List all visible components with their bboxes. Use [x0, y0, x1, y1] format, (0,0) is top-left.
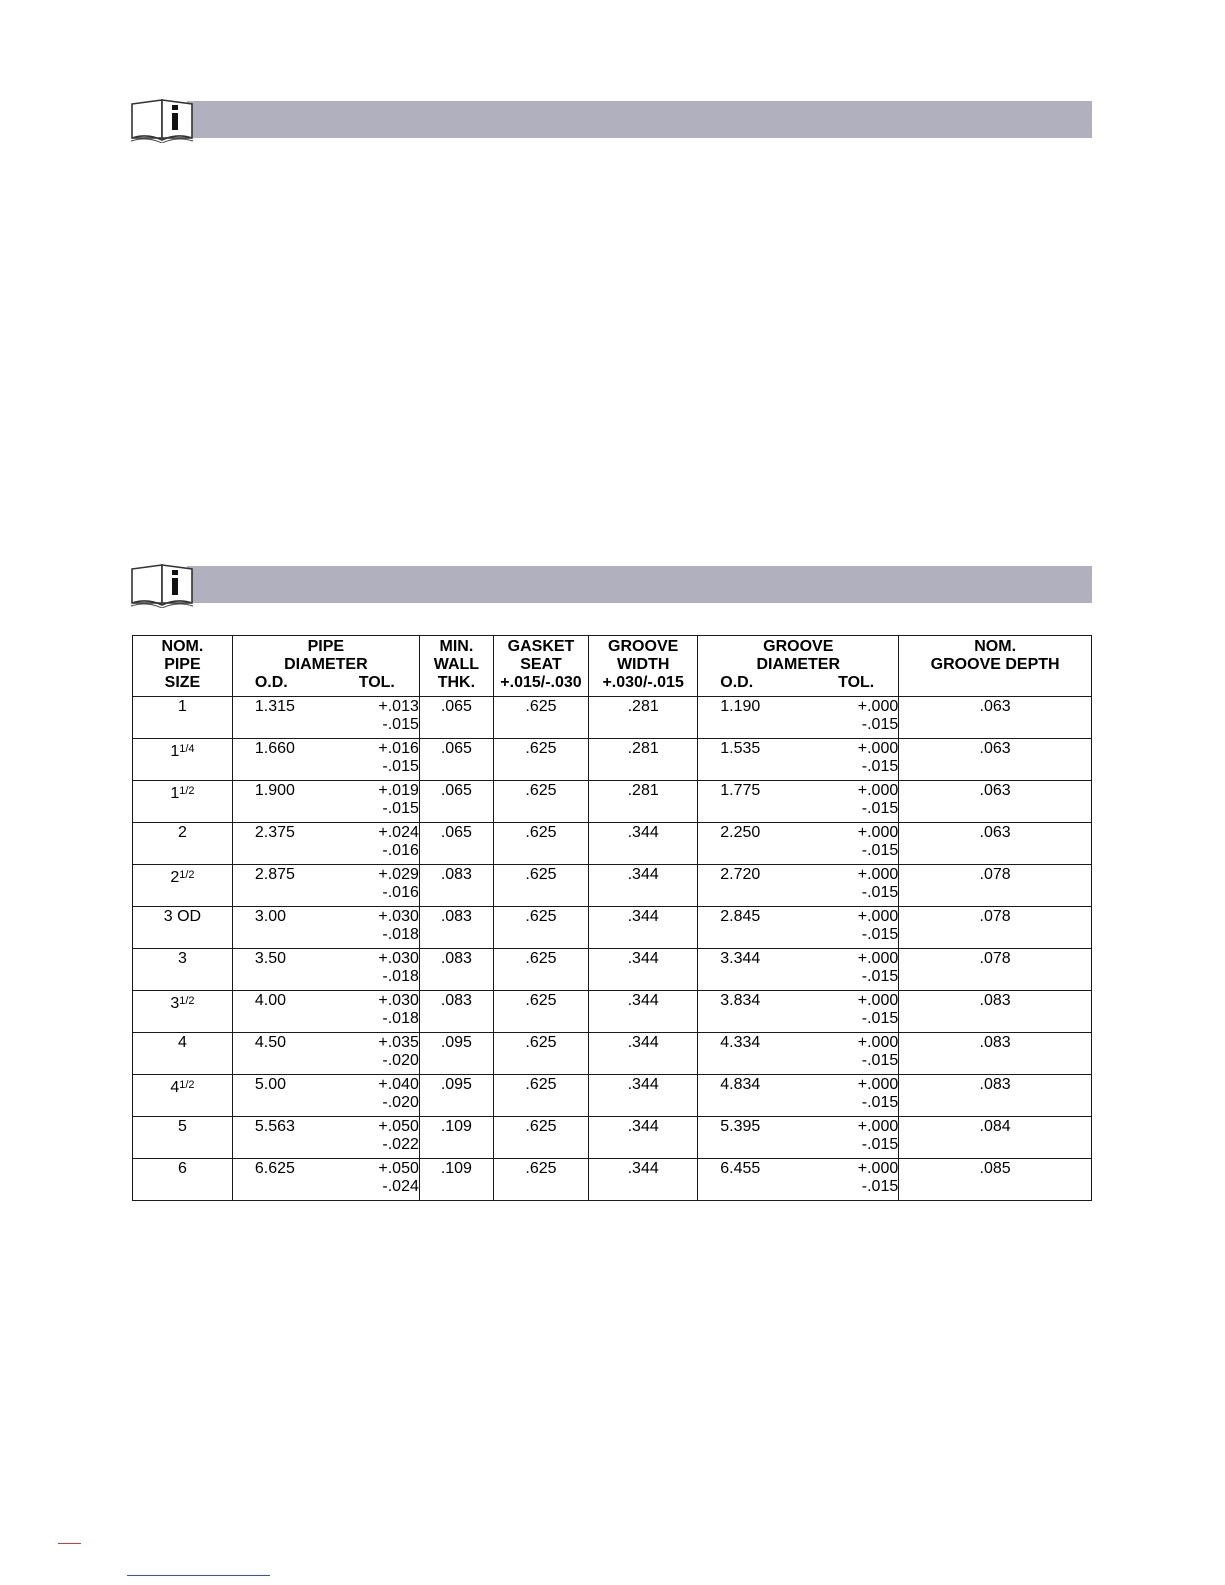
pipe-od-value: 1.900 — [254, 782, 295, 799]
cell-groove-width: .281 — [589, 739, 698, 781]
cell-nom-pipe-size — [133, 949, 233, 991]
pipe-tol-plus: +.030 — [378, 950, 419, 967]
pipe-od-value: 2.375 — [254, 824, 295, 841]
groove-od-value: 1.190 — [720, 698, 761, 715]
cell-nom-pipe-size — [133, 1033, 233, 1075]
groove-od-value: 2.250 — [720, 824, 761, 841]
cell-pipe-diameter — [232, 697, 419, 739]
size-value: 2 — [177, 824, 187, 841]
cell-groove-width: .281 — [589, 697, 698, 739]
cell-gasket-seat: .625 — [493, 823, 588, 865]
cell-nom-pipe-size — [133, 781, 233, 823]
pipe-od-value: 5.563 — [254, 1118, 295, 1135]
cell-groove-width: .344 — [589, 1159, 698, 1201]
cell-min-wall: .065 — [419, 781, 493, 823]
groove-tol-minus: -.015 — [861, 1094, 899, 1111]
cell-nom-groove-depth: .078 — [899, 907, 1092, 949]
header-pipe-tol: TOL. — [358, 674, 395, 691]
groove-tol-minus: -.015 — [861, 1052, 899, 1069]
cell-nom-pipe-size — [133, 991, 233, 1033]
cell-nom-groove-depth: .063 — [899, 739, 1092, 781]
table-row — [133, 697, 1092, 739]
cell-groove-diameter — [698, 781, 899, 823]
cell-nom-pipe-size — [133, 823, 233, 865]
groove-spec-table — [132, 635, 1092, 1201]
cell-min-wall: .109 — [419, 1159, 493, 1201]
cell-nom-groove-depth: .078 — [899, 949, 1092, 991]
header-line: WALL — [433, 656, 480, 673]
cell-groove-diameter — [698, 1033, 899, 1075]
table-header-row — [133, 636, 1092, 697]
table-row — [133, 1075, 1092, 1117]
groove-tol-plus: +.000 — [857, 950, 899, 967]
header-line: GASKET — [507, 638, 575, 655]
section-header-bar-1 — [129, 97, 1092, 141]
cell-groove-width: .281 — [589, 781, 698, 823]
groove-tol-minus: -.015 — [861, 884, 899, 901]
pipe-tol-plus: +.016 — [378, 740, 419, 757]
cell-groove-diameter — [698, 1117, 899, 1159]
groove-tol-minus: -.015 — [861, 1010, 899, 1027]
pipe-od-value: 1.315 — [254, 698, 295, 715]
cell-groove-diameter — [698, 991, 899, 1033]
header-nom-groove-depth — [899, 636, 1092, 697]
cell-groove-diameter — [698, 1159, 899, 1201]
cell-pipe-diameter — [232, 1075, 419, 1117]
groove-tol-plus: +.000 — [857, 908, 899, 925]
header-line: MIN. — [439, 638, 474, 655]
size-value: 1 — [170, 785, 180, 802]
header-line: GROOVE — [763, 638, 834, 655]
groove-od-value: 6.455 — [720, 1160, 761, 1177]
groove-od-value: 2.845 — [720, 908, 761, 925]
cell-nom-pipe-size — [133, 1159, 233, 1201]
cell-pipe-diameter — [232, 1033, 419, 1075]
pipe-od-value: 4.50 — [254, 1034, 286, 1051]
cell-nom-groove-depth: .063 — [899, 781, 1092, 823]
groove-tol-minus: -.015 — [861, 968, 899, 985]
table-row — [133, 865, 1092, 907]
groove-tol-plus: +.000 — [857, 740, 899, 757]
pipe-tol-minus: -.020 — [382, 1094, 419, 1111]
cell-nom-pipe-size — [133, 697, 233, 739]
groove-tol-minus: -.015 — [861, 758, 899, 775]
cell-groove-diameter — [698, 697, 899, 739]
groove-tol-plus: +.000 — [857, 1076, 899, 1093]
cell-gasket-seat: .625 — [493, 1075, 588, 1117]
cell-gasket-seat: .625 — [493, 697, 588, 739]
footer-red-rule — [58, 1543, 81, 1544]
cell-nom-pipe-size — [133, 739, 233, 781]
pipe-tol-plus: +.050 — [378, 1118, 419, 1135]
groove-tol-plus: +.000 — [857, 1034, 899, 1051]
cell-pipe-diameter — [232, 739, 419, 781]
groove-od-value: 3.344 — [720, 950, 761, 967]
cell-nom-groove-depth: .083 — [899, 1075, 1092, 1117]
cell-gasket-seat: .625 — [493, 991, 588, 1033]
cell-min-wall: .065 — [419, 823, 493, 865]
cell-min-wall: .109 — [419, 1117, 493, 1159]
table-row — [133, 949, 1092, 991]
cell-min-wall: .095 — [419, 1075, 493, 1117]
cell-min-wall: .095 — [419, 1033, 493, 1075]
pipe-tol-plus: +.040 — [378, 1076, 419, 1093]
size-value: 3 — [170, 995, 180, 1012]
table-row — [133, 1033, 1092, 1075]
groove-tol-plus: +.000 — [857, 698, 899, 715]
cell-nom-pipe-size — [133, 1075, 233, 1117]
pipe-tol-plus: +.035 — [378, 1034, 419, 1051]
header-groove-diameter — [698, 636, 899, 697]
header-line: NOM. — [974, 638, 1017, 655]
cell-nom-groove-depth: .085 — [899, 1159, 1092, 1201]
cell-nom-groove-depth: .084 — [899, 1117, 1092, 1159]
cell-min-wall: .083 — [419, 949, 493, 991]
groove-od-value: 2.720 — [720, 866, 761, 883]
info-book-icon — [129, 97, 195, 143]
header-line: NOM. — [161, 638, 204, 655]
cell-min-wall: .083 — [419, 865, 493, 907]
groove-tol-plus: +.000 — [857, 1160, 899, 1177]
groove-od-value: 4.834 — [720, 1076, 761, 1093]
groove-od-value: 1.535 — [720, 740, 761, 757]
size-fraction: 1/2 — [179, 785, 195, 797]
groove-tol-plus: +.000 — [857, 992, 899, 1009]
header-line: THK. — [437, 674, 476, 691]
table-row — [133, 991, 1092, 1033]
pipe-tol-minus: -.018 — [382, 926, 419, 943]
cell-min-wall: .083 — [419, 991, 493, 1033]
groove-tol-plus: +.000 — [857, 1118, 899, 1135]
cell-gasket-seat: .625 — [493, 1117, 588, 1159]
groove-tol-minus: -.015 — [861, 1178, 899, 1195]
pipe-tol-minus: -.020 — [382, 1052, 419, 1069]
pipe-tol-minus: -.015 — [382, 800, 419, 817]
cell-gasket-seat: .625 — [493, 781, 588, 823]
cell-pipe-diameter — [232, 865, 419, 907]
header-line: PIPE — [164, 656, 201, 673]
header-gasket-seat — [493, 636, 588, 697]
header-line: WIDTH — [616, 656, 670, 673]
cell-groove-width: .344 — [589, 823, 698, 865]
pipe-tol-minus: -.015 — [382, 758, 419, 775]
table-row — [133, 739, 1092, 781]
cell-groove-diameter — [698, 949, 899, 991]
cell-nom-pipe-size — [133, 865, 233, 907]
header-line: +.015/-.030 — [500, 674, 582, 691]
size-value: 3 OD — [163, 908, 202, 925]
cell-min-wall: .083 — [419, 907, 493, 949]
header-min-wall — [419, 636, 493, 697]
header-bar — [187, 101, 1092, 138]
cell-pipe-diameter — [232, 1117, 419, 1159]
pipe-tol-minus: -.018 — [382, 1010, 419, 1027]
cell-gasket-seat: .625 — [493, 907, 588, 949]
table-row — [133, 781, 1092, 823]
pipe-od-value: 1.660 — [254, 740, 295, 757]
header-line: DIAMETER — [284, 656, 368, 673]
header-groove-width — [589, 636, 698, 697]
table-row — [133, 823, 1092, 865]
header-line: SIZE — [164, 674, 201, 691]
cell-gasket-seat: .625 — [493, 949, 588, 991]
groove-tol-plus: +.000 — [857, 866, 899, 883]
groove-od-value: 4.334 — [720, 1034, 761, 1051]
pipe-od-value: 3.50 — [254, 950, 286, 967]
size-fraction: 1/2 — [179, 1079, 195, 1091]
cell-pipe-diameter — [232, 949, 419, 991]
cell-groove-diameter — [698, 739, 899, 781]
size-value: 1 — [170, 743, 180, 760]
header-line: +.030/-.015 — [602, 674, 684, 691]
cell-gasket-seat: .625 — [493, 1033, 588, 1075]
pipe-tol-plus: +.013 — [378, 698, 419, 715]
groove-tol-plus: +.000 — [857, 782, 899, 799]
table-row — [133, 1159, 1092, 1201]
cell-nom-groove-depth: .063 — [899, 823, 1092, 865]
cell-nom-pipe-size — [133, 907, 233, 949]
pipe-od-value: 4.00 — [254, 992, 286, 1009]
groove-od-value: 5.395 — [720, 1118, 761, 1135]
pipe-od-value: 5.00 — [254, 1076, 286, 1093]
header-line: PIPE — [307, 638, 345, 655]
footer-blue-rule — [127, 1575, 270, 1576]
cell-pipe-diameter — [232, 781, 419, 823]
header-line: DIAMETER — [756, 656, 841, 673]
header-pipe-diameter — [232, 636, 419, 697]
cell-min-wall: .065 — [419, 739, 493, 781]
cell-nom-groove-depth: .078 — [899, 865, 1092, 907]
size-fraction: 1/4 — [179, 743, 195, 755]
pipe-tol-plus: +.029 — [378, 866, 419, 883]
cell-groove-width: .344 — [589, 991, 698, 1033]
cell-groove-diameter — [698, 865, 899, 907]
pipe-tol-minus: -.018 — [382, 968, 419, 985]
groove-tol-minus: -.015 — [861, 1136, 899, 1153]
cell-groove-width: .344 — [589, 1033, 698, 1075]
cell-groove-width: .344 — [589, 907, 698, 949]
cell-min-wall: .065 — [419, 697, 493, 739]
cell-nom-groove-depth: .083 — [899, 1033, 1092, 1075]
cell-groove-diameter — [698, 1075, 899, 1117]
header-line: GROOVE DEPTH — [930, 656, 1060, 673]
pipe-od-value: 2.875 — [254, 866, 295, 883]
groove-od-value: 3.834 — [720, 992, 761, 1009]
cell-nom-pipe-size — [133, 1117, 233, 1159]
header-groove-od: O.D. — [720, 674, 754, 691]
cell-gasket-seat: .625 — [493, 739, 588, 781]
pipe-tol-minus: -.024 — [382, 1178, 419, 1195]
groove-od-value: 1.775 — [720, 782, 761, 799]
header-groove-tol: TOL. — [838, 674, 875, 691]
size-value: 4 — [177, 1034, 187, 1051]
cell-nom-groove-depth: .063 — [899, 697, 1092, 739]
pipe-tol-plus: +.024 — [378, 824, 419, 841]
cell-groove-diameter — [698, 907, 899, 949]
pipe-tol-minus: -.016 — [382, 884, 419, 901]
size-fraction: 1/2 — [179, 869, 195, 881]
cell-groove-width: .344 — [589, 949, 698, 991]
pipe-tol-plus: +.030 — [378, 992, 419, 1009]
pipe-tol-minus: -.022 — [382, 1136, 419, 1153]
pipe-tol-plus: +.030 — [378, 908, 419, 925]
size-fraction: 1/2 — [179, 995, 195, 1007]
header-line: SEAT — [520, 656, 562, 673]
size-value: 6 — [177, 1160, 187, 1177]
groove-tol-minus: -.015 — [861, 716, 899, 733]
section-header-bar-2 — [129, 562, 1092, 606]
cell-pipe-diameter — [232, 907, 419, 949]
pipe-tol-plus: +.050 — [378, 1160, 419, 1177]
cell-pipe-diameter — [232, 991, 419, 1033]
size-value: 5 — [177, 1118, 187, 1135]
groove-tol-minus: -.015 — [861, 926, 899, 943]
header-line: GROOVE — [608, 638, 679, 655]
cell-groove-width: .344 — [589, 1075, 698, 1117]
groove-tol-minus: -.015 — [861, 800, 899, 817]
size-value: 4 — [170, 1079, 180, 1096]
cell-nom-groove-depth: .083 — [899, 991, 1092, 1033]
table-row — [133, 907, 1092, 949]
pipe-od-value: 6.625 — [254, 1160, 295, 1177]
cell-groove-width: .344 — [589, 865, 698, 907]
pipe-tol-minus: -.016 — [382, 842, 419, 859]
pipe-tol-plus: +.019 — [378, 782, 419, 799]
cell-gasket-seat: .625 — [493, 1159, 588, 1201]
header-bar — [187, 566, 1092, 603]
cell-pipe-diameter — [232, 1159, 419, 1201]
groove-tol-minus: -.015 — [861, 842, 899, 859]
cell-pipe-diameter — [232, 823, 419, 865]
cell-groove-width: .344 — [589, 1117, 698, 1159]
info-book-icon — [129, 562, 195, 608]
cell-groove-diameter — [698, 823, 899, 865]
size-value: 3 — [177, 950, 187, 967]
cell-gasket-seat: .625 — [493, 865, 588, 907]
size-value: 1 — [177, 698, 187, 715]
pipe-tol-minus: -.015 — [382, 716, 419, 733]
groove-tol-plus: +.000 — [857, 824, 899, 841]
header-pipe-od: O.D. — [254, 674, 288, 691]
header-nom-pipe-size — [133, 636, 233, 697]
table-row — [133, 1117, 1092, 1159]
pipe-od-value: 3.00 — [254, 908, 286, 925]
size-value: 2 — [170, 869, 180, 886]
